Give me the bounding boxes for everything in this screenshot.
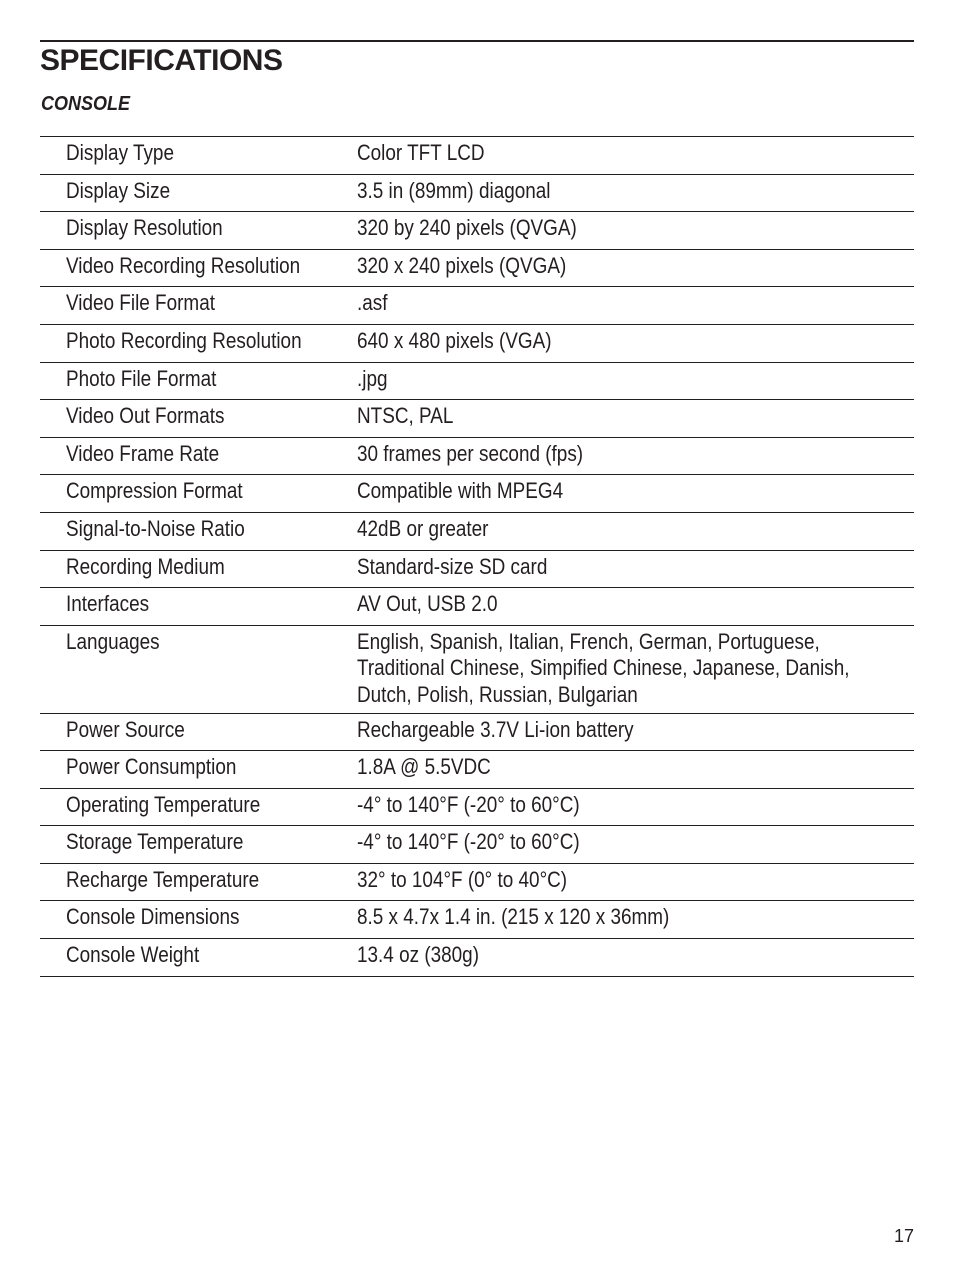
spec-label: Recording Medium [66, 553, 225, 579]
spec-value [357, 178, 836, 205]
spec-value-line: -4° to 140°F (-20° to 60°C) [357, 829, 580, 855]
spec-value-line: Rechargeable 3.7V Li-ion battery [357, 716, 634, 742]
spec-value [357, 290, 836, 317]
table-row [40, 475, 914, 513]
spec-value-line: NTSC, PAL [357, 403, 454, 429]
page-title: SPECIFICATIONS [40, 44, 283, 77]
table-row [40, 864, 914, 902]
table-row [40, 363, 914, 401]
spec-label: Signal-to-Noise Ratio [66, 515, 245, 541]
spec-value [357, 403, 836, 430]
spec-value-line: Traditional Chinese, Simpified Chinese, Japanese, Danish, [357, 655, 850, 681]
table-row [40, 400, 914, 438]
spec-value [357, 366, 836, 393]
table-row [40, 137, 914, 175]
spec-value-line: Dutch, Polish, Russian, Bulgarian [357, 681, 638, 707]
spec-value-line: 32° to 104°F (0° to 40°C) [357, 866, 568, 892]
spec-label: Power Consumption [66, 754, 237, 780]
spec-value-line: 320 by 240 pixels (QVGA) [357, 215, 577, 241]
spec-value [357, 629, 850, 709]
spec-label: Display Type [66, 140, 174, 165]
spec-value [357, 554, 836, 581]
specifications-table [40, 136, 914, 977]
table-row [40, 751, 914, 789]
spec-label: Video Out Formats [66, 403, 225, 429]
spec-value-line: -4° to 140°F (-20° to 60°C) [357, 791, 580, 817]
section-title: CONSOLE [41, 93, 131, 115]
spec-label: Interfaces [66, 591, 150, 617]
spec-label: Video Frame Rate [66, 440, 220, 466]
table-row [40, 939, 914, 977]
spec-label: Operating Temperature [66, 791, 261, 817]
spec-label: Photo Recording Resolution [66, 327, 302, 353]
table-row [40, 175, 914, 213]
table-row [40, 438, 914, 476]
spec-value-line: 8.5 x 4.7x 1.4 in. (215 x 120 x 36mm) [357, 904, 670, 930]
spec-value-line: 42dB or greater [357, 515, 489, 541]
table-row [40, 714, 914, 752]
page-number: 17 [893, 1226, 914, 1246]
spec-value [357, 792, 836, 819]
spec-value [357, 253, 836, 280]
table-row [40, 287, 914, 325]
spec-value [357, 140, 836, 167]
spec-value [357, 516, 836, 543]
table-row [40, 513, 914, 551]
spec-label: Recharge Temperature [66, 866, 260, 892]
spec-label: Power Source [66, 716, 185, 742]
spec-value [357, 591, 836, 618]
spec-label: Compression Format [66, 478, 243, 504]
spec-value-line: .jpg [357, 365, 388, 391]
table-row [40, 789, 914, 827]
top-rule [40, 40, 914, 42]
spec-value-line: Color TFT LCD [357, 140, 485, 165]
spec-label: Console Dimensions [66, 904, 240, 930]
table-row [40, 588, 914, 626]
spec-value [357, 754, 836, 781]
spec-value-line: English, Spanish, Italian, French, German, Portuguese, [357, 628, 820, 654]
spec-label: Console Weight [66, 942, 200, 968]
spec-value [357, 328, 836, 355]
spec-value [357, 904, 836, 931]
spec-value-line: 13.4 oz (380g) [357, 942, 480, 968]
spec-value-line: .asf [357, 290, 388, 316]
table-row [40, 551, 914, 589]
spec-value [357, 942, 836, 969]
spec-value [357, 478, 836, 505]
spec-value [357, 867, 836, 894]
table-row [40, 626, 914, 714]
spec-label: Display Resolution [66, 215, 223, 241]
spec-label: Photo File Format [66, 365, 217, 391]
table-row [40, 325, 914, 363]
spec-value-line: 3.5 in (89mm) diagonal [357, 177, 551, 203]
spec-label: Languages [66, 628, 160, 654]
table-row [40, 826, 914, 864]
spec-value-line: AV Out, USB 2.0 [357, 591, 498, 617]
spec-value-line: 30 frames per second (fps) [357, 440, 584, 466]
spec-value-line: 1.8A @ 5.5VDC [357, 754, 491, 780]
spec-value [357, 717, 836, 744]
spec-value [357, 829, 836, 856]
spec-value-line: 640 x 480 pixels (VGA) [357, 327, 552, 353]
spec-value-line: Compatible with MPEG4 [357, 478, 564, 504]
spec-value-line: 320 x 240 pixels (QVGA) [357, 252, 567, 278]
spec-value [357, 215, 836, 242]
spec-value-line: Standard-size SD card [357, 553, 548, 579]
spec-label: Video File Format [66, 290, 215, 316]
spec-label: Storage Temperature [66, 829, 244, 855]
spec-label: Display Size [66, 177, 171, 203]
table-row [40, 250, 914, 288]
table-row [40, 901, 914, 939]
spec-label: Video Recording Resolution [66, 252, 301, 278]
spec-value [357, 441, 836, 468]
table-row [40, 212, 914, 250]
